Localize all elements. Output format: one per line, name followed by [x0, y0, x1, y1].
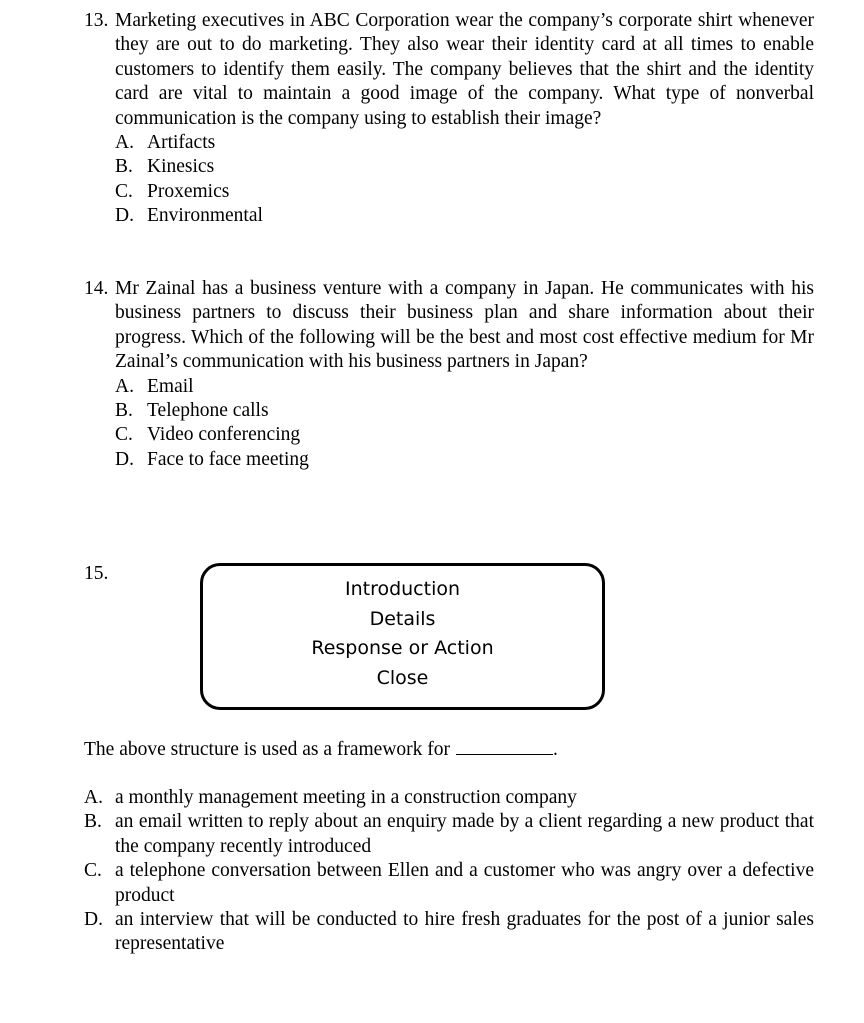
option-text: Artifacts	[147, 132, 216, 154]
option-text: Kinesics	[147, 156, 215, 178]
option-text: an email written to reply about an enquiry made by a client regarding a new product that the company recently introduced	[115, 811, 814, 857]
question-13	[84, 9, 814, 229]
option-letter: B.	[84, 811, 102, 833]
option-b	[84, 810, 814, 859]
option-text: Video conferencing	[147, 424, 301, 446]
question-number: 14.	[84, 278, 109, 299]
option-a	[115, 375, 814, 399]
option-d	[115, 204, 814, 228]
option-text: a telephone conversation between Ellen and a customer who was angry over a defective product	[115, 860, 814, 906]
question-text: Marketing executives in ABC Corporation wear the company’s corporate shirt whenever they are out to do marketing. They also wear their identity card at all times to enable customers to identify them easily. The company believes that the shirt and the identity card are vital to maintain a good image of the company. What type of nonverbal communication is the company using to establish their image?	[115, 10, 814, 129]
question-14	[84, 277, 814, 472]
option-text: Telephone calls	[147, 400, 269, 422]
question-15-options	[84, 786, 814, 957]
option-text: a monthly management meeting in a construction company	[115, 787, 577, 808]
framework-item: Details	[369, 607, 436, 630]
option-text: Face to face meeting	[147, 448, 309, 470]
option-d	[84, 908, 814, 957]
question-number: 15.	[84, 563, 109, 584]
option-letter: A.	[115, 375, 134, 397]
stem-end: .	[553, 739, 558, 760]
option-letter: D.	[115, 205, 134, 227]
option-b	[115, 155, 814, 179]
framework-item: Close	[376, 666, 429, 689]
answer-blank	[456, 736, 553, 755]
option-letter: D.	[115, 448, 134, 470]
option-letter: C.	[84, 860, 102, 882]
option-letter: D.	[84, 909, 103, 931]
option-b	[115, 399, 814, 423]
option-letter: A.	[115, 132, 134, 154]
option-c	[84, 859, 814, 908]
question-number: 13.	[84, 10, 109, 31]
question-stem	[84, 736, 814, 762]
option-d	[115, 448, 814, 472]
framework-item: Response or Action	[311, 637, 494, 659]
option-text: Environmental	[147, 205, 263, 227]
option-letter: A.	[84, 787, 103, 808]
option-text: Email	[147, 375, 194, 397]
option-letter: B.	[115, 400, 133, 422]
option-letter: B.	[115, 156, 133, 178]
framework-box	[200, 563, 605, 710]
option-c	[115, 423, 814, 447]
question-text: Mr Zainal has a business venture with a company in Japan. He communicates with his business partners to discuss their business plan and share information about their progress. Which of the following will be the best and most cost effective medium for Mr Zainal’s communication with his business partners in Japan?	[115, 278, 814, 373]
option-letter: C.	[115, 424, 133, 446]
option-text: Proxemics	[147, 180, 230, 202]
option-letter: C.	[115, 180, 133, 202]
stem-text: The above structure is used as a framework for	[84, 739, 451, 760]
option-a	[84, 786, 814, 810]
option-c	[115, 180, 814, 204]
framework-item: Introduction	[344, 578, 461, 600]
option-a	[115, 131, 814, 155]
option-text: an interview that will be conducted to hire fresh graduates for the post of a junior sales representative	[115, 909, 814, 955]
